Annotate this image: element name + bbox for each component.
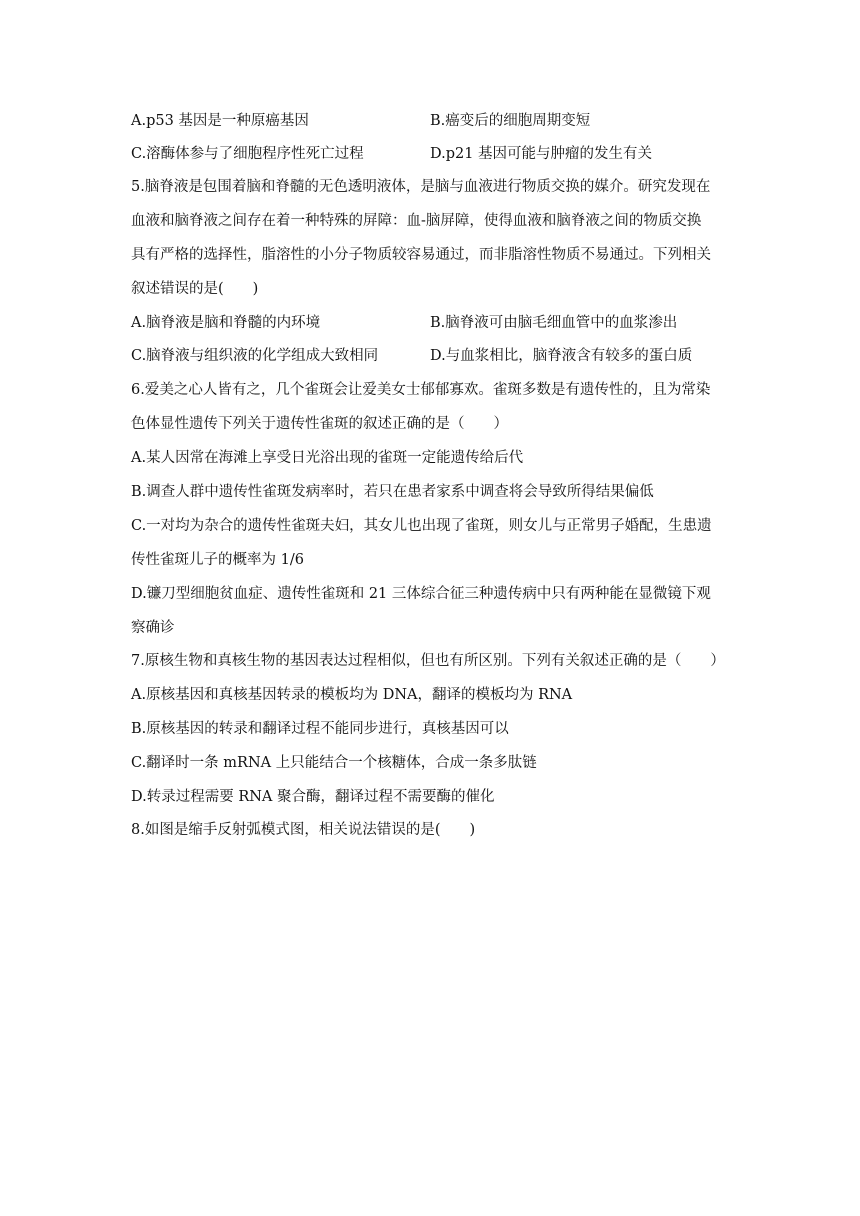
q5-option-c: C.脑脊液与组织液的化学组成大致相同: [131, 348, 379, 364]
q5-stem-line: 叙述错误的是( ): [131, 281, 259, 297]
q5-option-b: B.脑脊液可由脑毛细血管中的血浆渗出: [430, 315, 678, 331]
q6-option-c-cont: 传性雀斑儿子的概率为 1/6: [131, 552, 304, 568]
q7-option-d: D.转录过程需要 RNA 聚合酶，翻译过程不需要酶的催化: [131, 789, 495, 805]
q6-stem-line: 6.爱美之心人皆有之，几个雀斑会让爱美女士郁郁寡欢。雀斑多数是有遗传性的，且为常染: [131, 382, 711, 398]
q5-stem-line: 具有严格的选择性，脂溶性的小分子物质较容易通过，而非脂溶性物质不易通过。下列相关: [131, 247, 711, 263]
q7-stem: 7.原核生物和真核生物的基因表达过程相似，但也有所区别。下列有关叙述正确的是（ ）: [131, 653, 725, 669]
q6-option-b: B.调查人群中遗传性雀斑发病率时，若只在患者家系中调查将会导致所得结果偏低: [131, 484, 654, 500]
q5-stem-line: 5.脑脊液是包围着脑和脊髓的无色透明液体，是脑与血液进行物质交换的媒介。研究发现在: [131, 179, 711, 195]
q6-stem-line: 色体显性遗传下列关于遗传性雀斑的叙述正确的是（ ）: [131, 416, 508, 432]
q7-option-a: A.原核基因和真核基因转录的模板均为 DNA，翻译的模板均为 RNA: [131, 687, 573, 703]
q6-option-a: A.某人因常在海滩上享受日光浴出现的雀斑一定能遗传给后代: [131, 450, 524, 466]
q5-option-a: A.脑脊液是脑和脊髓的内环境: [131, 315, 321, 331]
q7-option-b: B.原核基因的转录和翻译过程不能同步进行，真核基因可以: [131, 721, 509, 737]
q6-option-c: C.一对均为杂合的遗传性雀斑夫妇，其女儿也出现了雀斑，则女儿与正常男子婚配，生患遗: [131, 518, 712, 534]
q5-option-d: D.与血浆相比，脑脊液含有较多的蛋白质: [430, 348, 693, 364]
q5-stem-line: 血液和脑脊液之间存在着一种特殊的屏障：血-脑屏障，使得血液和脑脊液之间的物质交换: [131, 213, 702, 229]
q6-option-d-cont: 察确诊: [131, 620, 175, 636]
q7-option-c: C.翻译时一条 mRNA 上只能结合一个核糖体，合成一条多肽链: [131, 755, 537, 771]
q4-option-a: A.p53 基因是一种原癌基因: [131, 113, 309, 129]
q6-option-d: D.镰刀型细胞贫血症、遗传性雀斑和 21 三体综合征三种遗传病中只有两种能在显微镜下观: [131, 586, 711, 602]
q4-option-d: D.p21 基因可能与肿瘤的发生有关: [430, 146, 653, 162]
q4-option-c: C.溶酶体参与了细胞程序性死亡过程: [131, 146, 364, 162]
q8-stem: 8.如图是缩手反射弧模式图，相关说法错误的是( ): [131, 822, 476, 838]
q4-option-b: B.癌变后的细胞周期变短: [430, 113, 591, 129]
